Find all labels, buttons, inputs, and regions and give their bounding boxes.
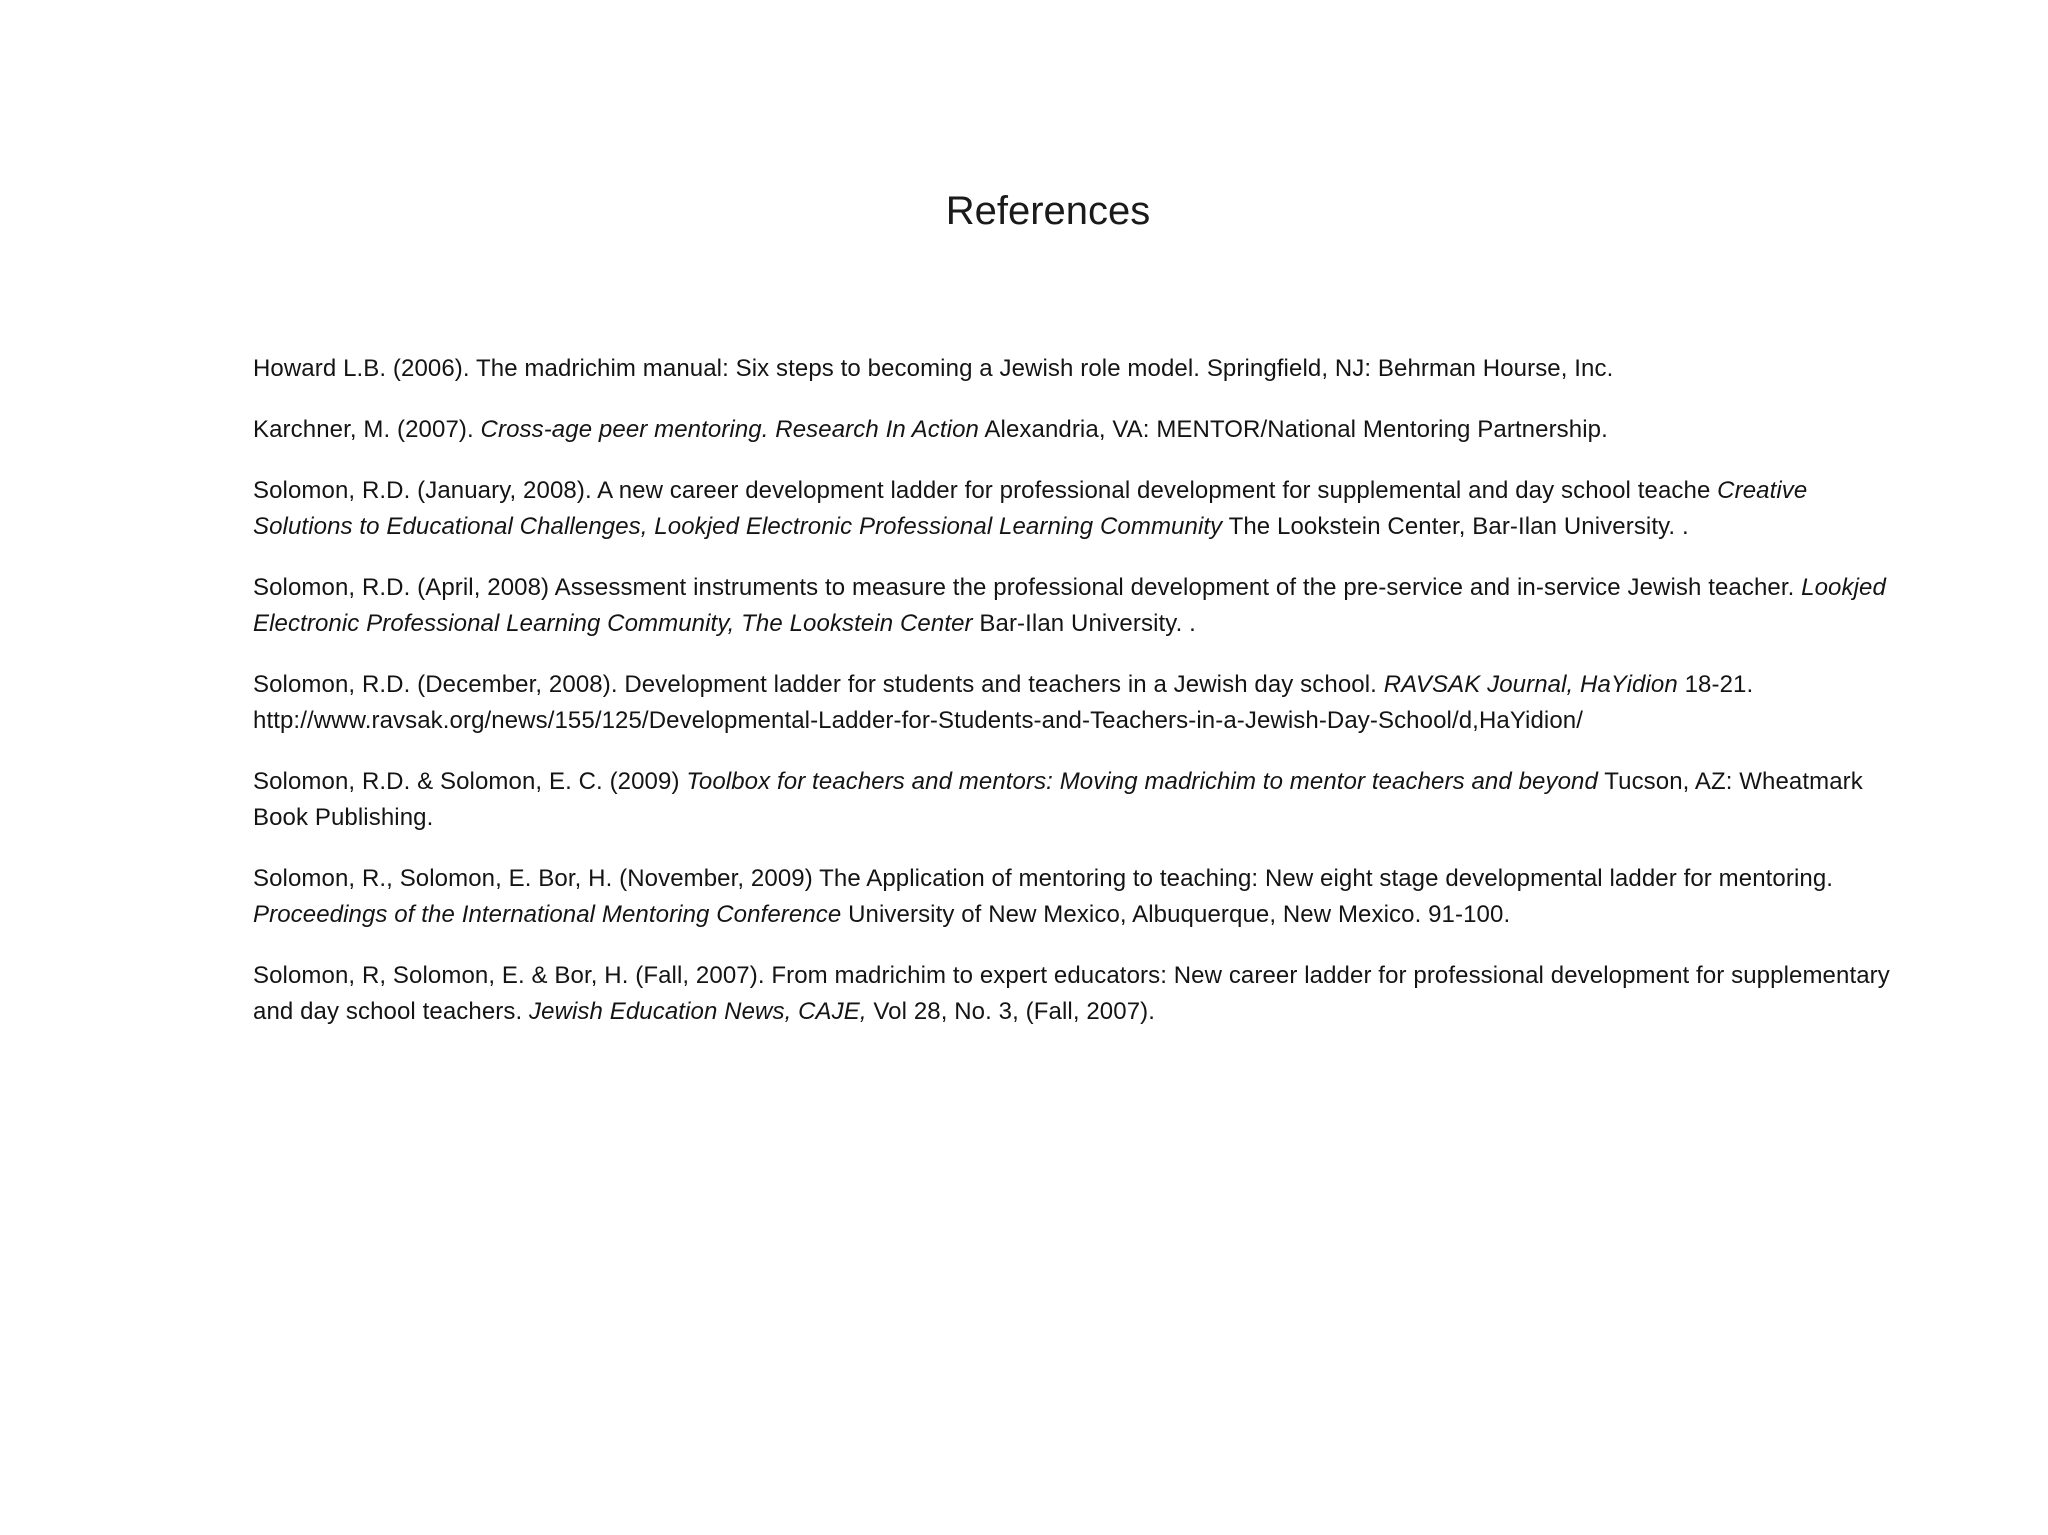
reference-entry <box>253 351 1893 387</box>
reference-text: Karchner, M. (2007). <box>253 416 481 443</box>
reference-entry <box>253 473 1893 545</box>
reference-text: Solomon, R.D. (December, 2008). Development ladder for students and teachers in a Jewish day school. <box>253 671 1384 698</box>
reference-italic-text: Creative Solutions to Educational Challenges, Lookjed Electronic Professional Learning Community <box>253 477 1808 540</box>
reference-text: Solomon, R.D. (April, 2008) Assessment instruments to measure the professional development of the pre-service and in-service Jewish teacher. <box>253 574 1802 601</box>
reference-entry <box>253 570 1893 642</box>
reference-text: 18-21. http://www.ravsak.org/news/155/125/Developmental-Ladder-for-Students-and-Teachers-in-a-Jewish-Day-School/d,HaYidion/ <box>253 671 1754 734</box>
reference-entry <box>253 764 1893 836</box>
reference-text: Vol 28, No. 3, (Fall, 2007). <box>866 998 1156 1025</box>
reference-entry <box>253 412 1893 448</box>
reference-text: The Lookstein Center, Bar-Ilan University. . <box>1222 513 1689 540</box>
reference-entry <box>253 958 1893 1030</box>
reference-text: Howard L.B. (2006). The madrichim manual: Six steps to becoming a Jewish role model. Springfield, NJ: Behrman Hourse, Inc. <box>253 355 1614 382</box>
reference-text: Tucson, AZ: Wheatmark Book Publishing. <box>253 768 1863 831</box>
reference-entry <box>253 667 1893 739</box>
page-title: References <box>945 189 1151 233</box>
reference-italic-text: Toolbox for teachers and mentors: Moving madrichim to mentor teachers and beyond <box>686 768 1598 795</box>
reference-italic-text: Jewish Education News, CAJE, <box>529 998 867 1025</box>
reference-text: Alexandria, VA: MENTOR/National Mentoring Partnership. <box>978 416 1608 443</box>
reference-text: Bar-Ilan University. . <box>972 610 1196 637</box>
reference-text: Solomon, R.D. (January, 2008). A new career development ladder for professional development for supplemental and day school teache <box>253 477 1718 504</box>
reference-list <box>253 351 1893 1055</box>
reference-italic-text: RAVSAK Journal, HaYidion <box>1383 671 1678 698</box>
reference-text: Solomon, R., Solomon, E. Bor, H. (November, 2009) The Application of mentoring to teaching: New eight stage developmental ladder for mentoring. <box>253 865 1834 892</box>
reference-text: Solomon, R.D. & Solomon, E. C. (2009) <box>253 768 687 795</box>
reference-italic-text: Lookjed Electronic Professional Learning Community, The Lookstein Center <box>253 574 1886 637</box>
reference-italic-text: Cross-age peer mentoring. Research In Action <box>480 416 979 443</box>
reference-italic-text: Proceedings of the International Mentoring Conference <box>253 901 842 928</box>
reference-entry <box>253 861 1893 933</box>
reference-text: University of New Mexico, Albuquerque, New Mexico. 91-100. <box>841 901 1511 928</box>
reference-text: Solomon, R, Solomon, E. & Bor, H. (Fall, 2007). From madrichim to expert educators: New career ladder for professional development for supplementary and day school teachers. <box>253 962 1890 1025</box>
